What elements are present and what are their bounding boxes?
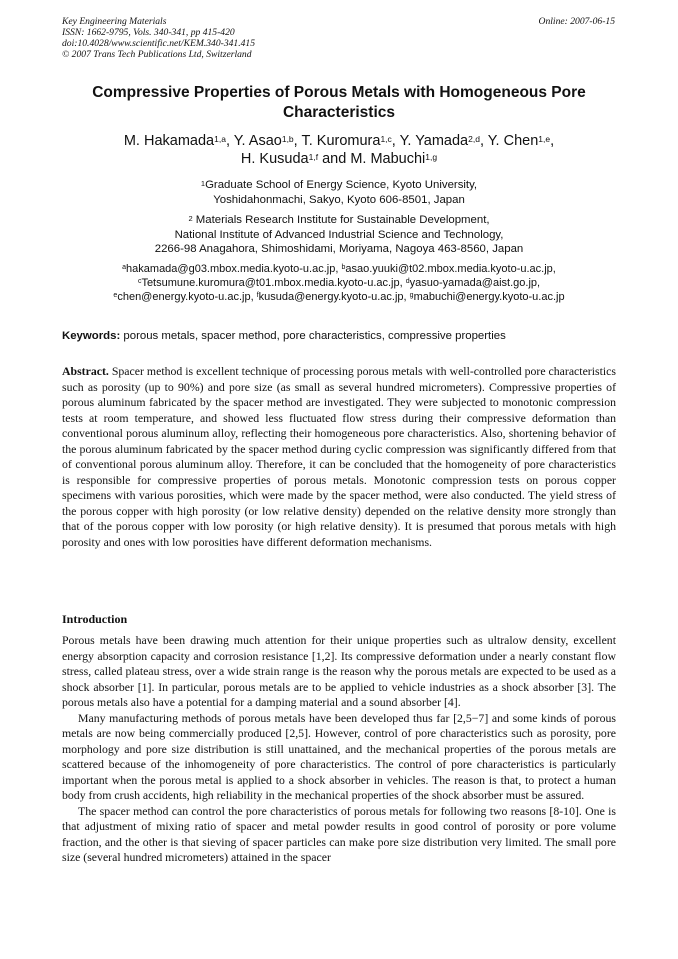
keywords-label: Keywords: [62,330,121,342]
affiliation-2 [62,213,616,257]
author-sup: 1,c [380,134,392,144]
issn-line: ISSN: 1662-9795, Vols. 340-341, pp 415-420 [62,27,235,38]
author-sep: , [550,133,555,149]
affiliation-line: Materials Research Institute for Sustainable Development, [192,214,490,226]
author-sep: , [391,133,400,149]
abstract-text: Spacer method is excellent technique of processing porous metals with well-controlled pore characteristics such as porosity (up to 90%) and pore size (as small as several hundred micrometers). Compressive properties of porous aluminum fabricated by the spacer method are investigated. They were subjected to monotonic compression tests at room temperature, and showed less fluctuated flow stress during their compressive deformation than conventional porous aluminum alloy, reflecting their homogeneous pore characteristics. Also, shortening behavior of the porous aluminum fabricated by the spacer method during cyclic compression was significantly differed from that of conventional porous aluminum alloy. Therefore, it can be concluded that the homogeneity of pore characteristics is responsible for compressive properties of porous metals. Monotonic compression tests on porous copper specimens with various porosities, which were made by the spacer method, were also conducted. The yield stress of the porous copper with high porosity (or low relative density) depended on the relative density more strongly than that of the porous copper with low porosity (or high relative density). It is presumed that porous metals with high porosity and ones with low porosities have different deformation mechanisms. [62,364,616,549]
author-sup: 2,d [468,134,480,144]
journal-name: Key Engineering Materials [62,16,167,27]
author-list [62,132,616,168]
paragraph: Many manufacturing methods of porous metals have been developed thus far [2,5−7] and some kinds of porous metals are now being commercially produced [2,5]. However, control of pore characteristics such as porosity, pore morphology and pore size distribution is still unattained, and the mechanical properties of the porous metals are scattered because of the inhomogeneity of pore characteristics. The control of pore characteristics is particularly important when the porous metal is applied to a shock absorber in vehicles. The reason is that, to protect a human body from crush accidents, high reliability in the mechanical properties of the shock absorber must be assured. [62,710,616,802]
author-sep: , [479,133,488,149]
email-link[interactable]: mabuchi@energy.kyoto-u.ac.jp [413,291,565,304]
author-sup: 1,a [214,134,226,144]
author-name: Y. Chen [487,133,539,149]
introduction-body [62,633,616,866]
keywords-text: porous metals, spacer method, pore characteristics, compressive properties [120,330,506,342]
author-name: M. Mabuchi [350,151,426,167]
affiliation-sup: 2 [188,214,193,223]
email-link[interactable]: asao.yuuki@t02.mbox.media.kyoto-u.ac.jp [345,263,553,275]
affiliation-sup: 1 [200,179,206,188]
author-sup: 1,e [538,134,551,144]
abstract [62,364,616,550]
affiliation-line: Yoshidahonmachi, Sakyo, Kyoto 606-8501, Japan [213,193,465,206]
author-sep: , [293,133,302,149]
author-sup: 1,b [281,134,294,144]
journal-header [62,16,255,60]
paper-title: Compressive Properties of Porous Metals with Homogeneous Pore Characteristics [92,84,586,121]
email-link[interactable]: Tetsumune.kuromura@t01.mbox.media.kyoto-u.ac.jp [141,277,400,290]
email-sup: d [405,278,410,286]
email-sup: b [341,264,346,271]
author-sep: and [318,151,351,167]
keywords-line [62,329,616,343]
author-name: H. Kusuda [240,151,309,167]
affiliation-line: National Institute of Advanced Industrial Science and Technology, [174,228,504,241]
email-list: $^a$hakamada@g03.mbox.media.kyoto-u.ac.jp, $^b$asao.yuuki@t02.mbox.media.kyoto-u.ac.jp, $^c$Tetsumune.kuromura@t01.mbox.media.kyoto-u.ac.jp, $^d$yasuo-yamada@aist.go.jp, $^e$chen@energy.kyoto-u.ac.jp, $^f$kusuda@energy.kyoto-u.ac.jp, $^g$mabuchi@energy.kyoto-u.ac.jp [113,263,565,304]
author-name: T. Kuromura [301,133,381,149]
paragraph: Porous metals have been drawing much attention for their unique properties such as ultralow density, excellent energy absorption capacity and corrosion resistance [1,2]. Its compressive deformation under a nearly constant flow stress, called plateau stress, over a wide strain range is the reason why the porous metals are expected to be used as a shock absorber [1]. In particular, porous metals are to be applied to vehicle industries as a shock absorber [3]. The porous metals also have a potential for a damping material and a sound absorber [4]. [62,633,616,709]
affiliation-line: Graduate School of Energy Science, Kyoto University, [205,179,478,191]
email-sup: g [409,292,414,300]
email-sup: c [137,278,142,286]
email-link[interactable]: kusuda@energy.kyoto-u.ac.jp [258,291,404,304]
author-sep: , [225,133,234,149]
online-date: Online: 2007-06-15 [538,16,615,27]
email-sup: a [122,264,127,271]
email-sup: e [113,292,118,300]
affiliation-line: 2266-98 Anagahora, Shimoshidami, Moriyama, Nagoya 463-8560, Japan [154,243,524,256]
author-name: Y. Yamada [399,133,469,149]
email-link[interactable]: chen@energy.kyoto-u.ac.jp [117,291,251,304]
email-link[interactable]: yasuo-yamada@aist.go.jp [409,277,537,290]
section-heading-introduction: Introduction [62,612,128,626]
affiliation-1 [62,178,616,207]
email-sup: f [256,292,259,300]
copyright-line: © 2007 Trans Tech Publications Ltd, Switzerland [62,49,252,60]
author-sup: 1,f [308,152,319,162]
abstract-label: Abstract. [62,364,109,378]
author-name: M. Hakamada [123,133,215,149]
author-sup: 1,g [425,152,438,162]
author-name: Y. Asao [233,133,282,149]
paragraph: The spacer method can control the pore characteristics of porous metals for following two reasons [8-10]. One is that adjustment of mixing ratio of spacer and metal powder results in good control of porosity or pore volume fraction, and the other is that sieving of spacer particles can make pore size distribution very limited. The small pore size (several hundred micrometers) attained in the spacer [62,803,616,864]
email-link[interactable]: hakamada@g03.mbox.media.kyoto-u.ac.jp [126,263,336,275]
doi-line[interactable]: doi:10.4028/www.scientific.net/KEM.340-341.415 [62,38,256,49]
